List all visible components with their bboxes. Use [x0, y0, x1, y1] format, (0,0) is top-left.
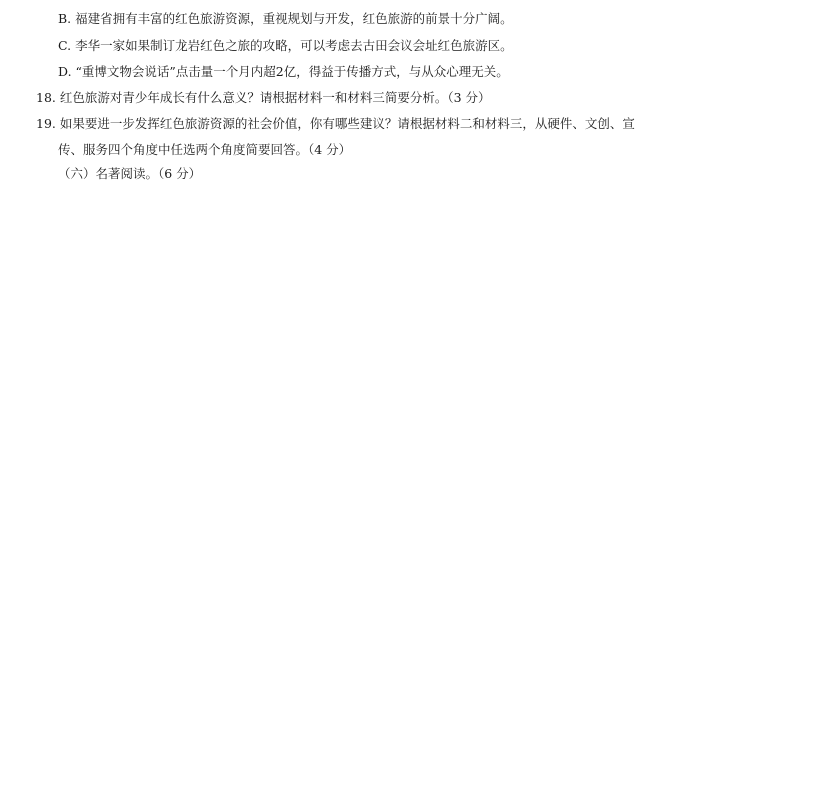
- question-19-line1: 19. 如果要进一步发挥红色旅游资源的社会价值，你有哪些建议？请根据材料二和材料三，从硬件、文创、宣: [36, 116, 635, 131]
- section-6-heading: （六）名著阅读。（6 分）: [58, 166, 202, 181]
- question-18: 18. 红色旅游对青少年成长有什么意义？请根据材料一和材料三简要分析。（3 分）: [36, 90, 491, 105]
- question-19-line2: 传、服务四个角度中任选两个角度简要回答。（4 分）: [58, 142, 352, 157]
- option-c: C. 李华一家如果制订龙岩红色之旅的攻略，可以考虑去古田会议会址红色旅游区。: [58, 38, 513, 53]
- option-b: B. 福建省拥有丰富的红色旅游资源，重视规划与开发，红色旅游的前景十分广阔。: [58, 11, 513, 26]
- option-d: D. “重博文物会说话”点击量一个月内超2亿，得益于传播方式，与从众心理无关。: [58, 64, 509, 79]
